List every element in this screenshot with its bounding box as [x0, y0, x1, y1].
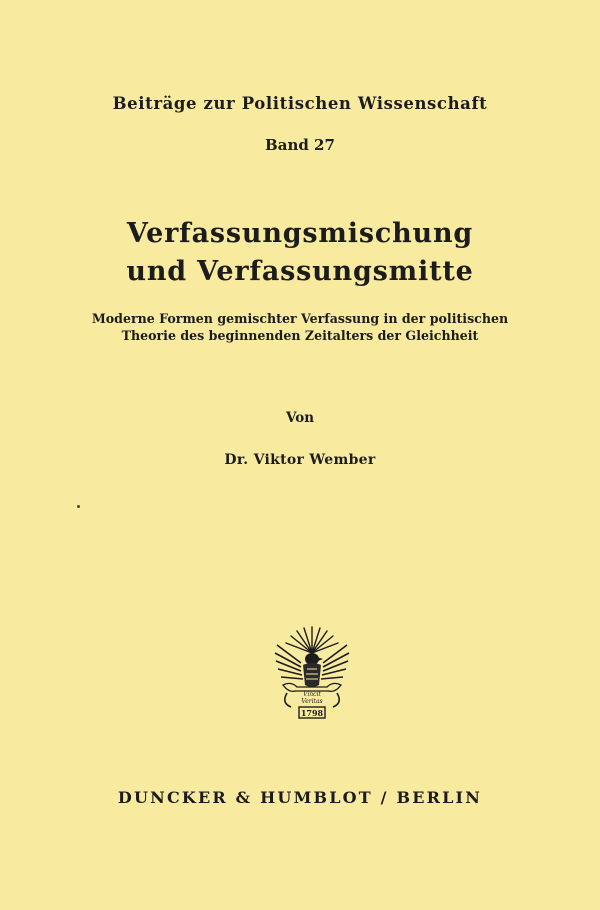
logo-banner-word-1: Vincit	[303, 691, 321, 698]
publisher-imprint: DUNCKER & HUMBLOT / BERLIN	[117, 788, 483, 807]
book-title-line-1: Verfassungsmischung	[126, 218, 474, 249]
logo-banner-word-2: Veritas	[301, 698, 323, 705]
series-title: Beiträge zur Politischen Wissenschaft	[112, 94, 488, 113]
logo-year: 1798	[300, 708, 324, 718]
eagle-emblem-icon	[271, 623, 353, 723]
subtitle-line-2: Theorie des beginnenden Zeitalters der Gleichheit	[121, 328, 479, 343]
paper-speck	[77, 505, 80, 508]
book-title-line-2: und Verfassungsmitte	[126, 256, 474, 287]
subtitle-line-1: Moderne Formen gemischter Verfassung in der politischen	[91, 311, 509, 326]
by-label: Von	[285, 410, 315, 426]
author-name: Dr. Viktor Wember	[224, 452, 376, 468]
volume-number: Band 27	[265, 136, 335, 154]
